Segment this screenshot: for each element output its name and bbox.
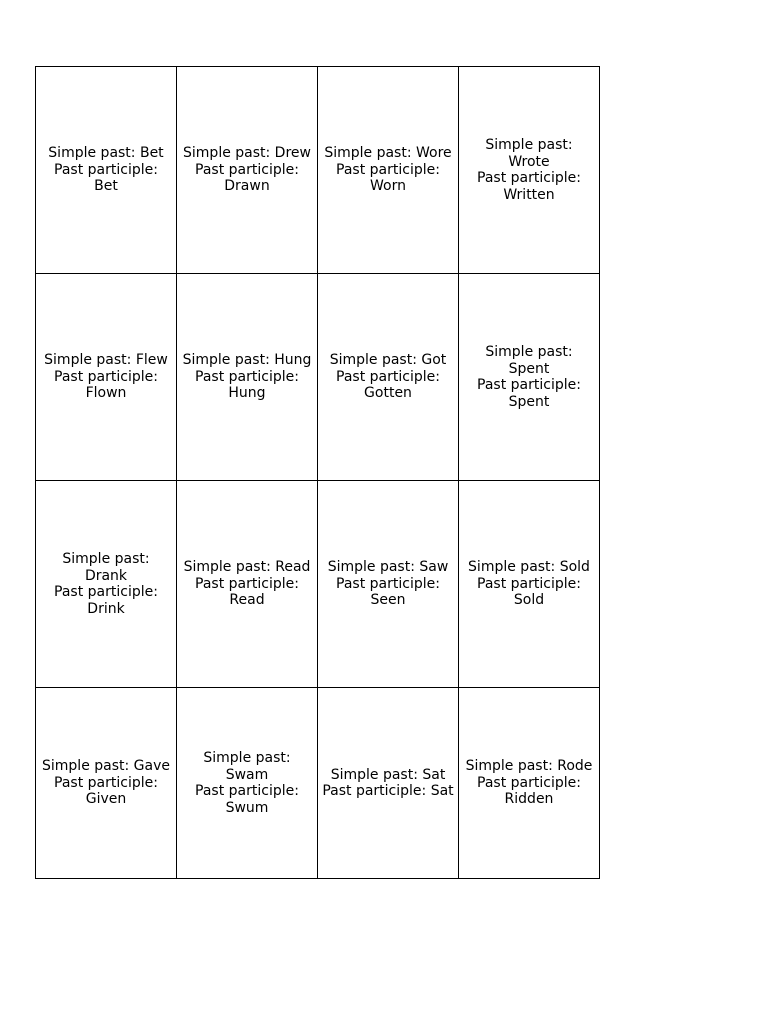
card-row	[36, 688, 600, 879]
simple-past-text: Simple past: Swam	[203, 750, 291, 783]
verb-card-grid	[35, 66, 600, 879]
past-participle-text: Past participle: Given	[54, 774, 158, 808]
past-participle-text: Past participle: Flown	[54, 368, 158, 402]
simple-past-text: Simple past: Spent	[485, 344, 573, 377]
simple-past-text: Simple past: Rode	[465, 758, 593, 775]
past-participle-text: Past participle: Read	[195, 575, 299, 609]
verb-card	[318, 481, 459, 688]
past-participle-text: Past participle: Swum	[195, 783, 299, 816]
past-participle-text: Past participle: Written	[477, 170, 581, 203]
past-participle-text: Past participle: Drink	[54, 584, 158, 617]
verb-card	[318, 67, 459, 274]
past-participle-text: Past participle: Sold	[477, 575, 581, 609]
simple-past-text: Simple past: Wrote	[485, 137, 573, 170]
simple-past-text: Simple past: Drew	[183, 145, 311, 162]
past-participle-text: Past participle: Bet	[54, 161, 158, 195]
simple-past-text: Simple past: Sat	[330, 766, 446, 783]
card-row	[36, 481, 600, 688]
past-participle-text: Past participle: Spent	[477, 377, 581, 410]
simple-past-text: Simple past: Gave	[42, 758, 170, 775]
simple-past-text: Simple past: Flew	[44, 352, 168, 369]
verb-card	[177, 67, 318, 274]
verb-card	[459, 481, 600, 688]
simple-past-text: Simple past: Drank	[62, 551, 150, 584]
past-participle-text: Past participle: Sat	[322, 783, 454, 799]
past-participle-text: Past participle: Ridden	[477, 774, 581, 808]
simple-past-text: Simple past: Bet	[48, 145, 164, 162]
verb-card	[177, 481, 318, 688]
verb-card	[36, 67, 177, 274]
verb-card	[36, 481, 177, 688]
verb-card	[318, 688, 459, 879]
verb-card	[177, 274, 318, 481]
simple-past-text: Simple past: Saw	[327, 559, 449, 576]
past-participle-text: Past participle: Hung	[195, 368, 299, 402]
simple-past-text: Simple past: Wore	[324, 145, 452, 162]
card-row	[36, 67, 600, 274]
past-participle-text: Past participle: Drawn	[195, 161, 299, 195]
verb-card	[459, 688, 600, 879]
past-participle-text: Past participle: Seen	[336, 575, 440, 609]
verb-card	[459, 67, 600, 274]
verb-card	[459, 274, 600, 481]
simple-past-text: Simple past: Hung	[182, 352, 312, 369]
verb-card	[318, 274, 459, 481]
verb-card	[177, 688, 318, 879]
simple-past-text: Simple past: Sold	[468, 559, 590, 576]
verb-card	[36, 274, 177, 481]
past-participle-text: Past participle: Worn	[336, 161, 440, 195]
card-row	[36, 274, 600, 481]
simple-past-text: Simple past: Got	[329, 352, 447, 369]
simple-past-text: Simple past: Read	[183, 559, 311, 576]
verb-card	[36, 688, 177, 879]
past-participle-text: Past participle: Gotten	[336, 368, 440, 402]
